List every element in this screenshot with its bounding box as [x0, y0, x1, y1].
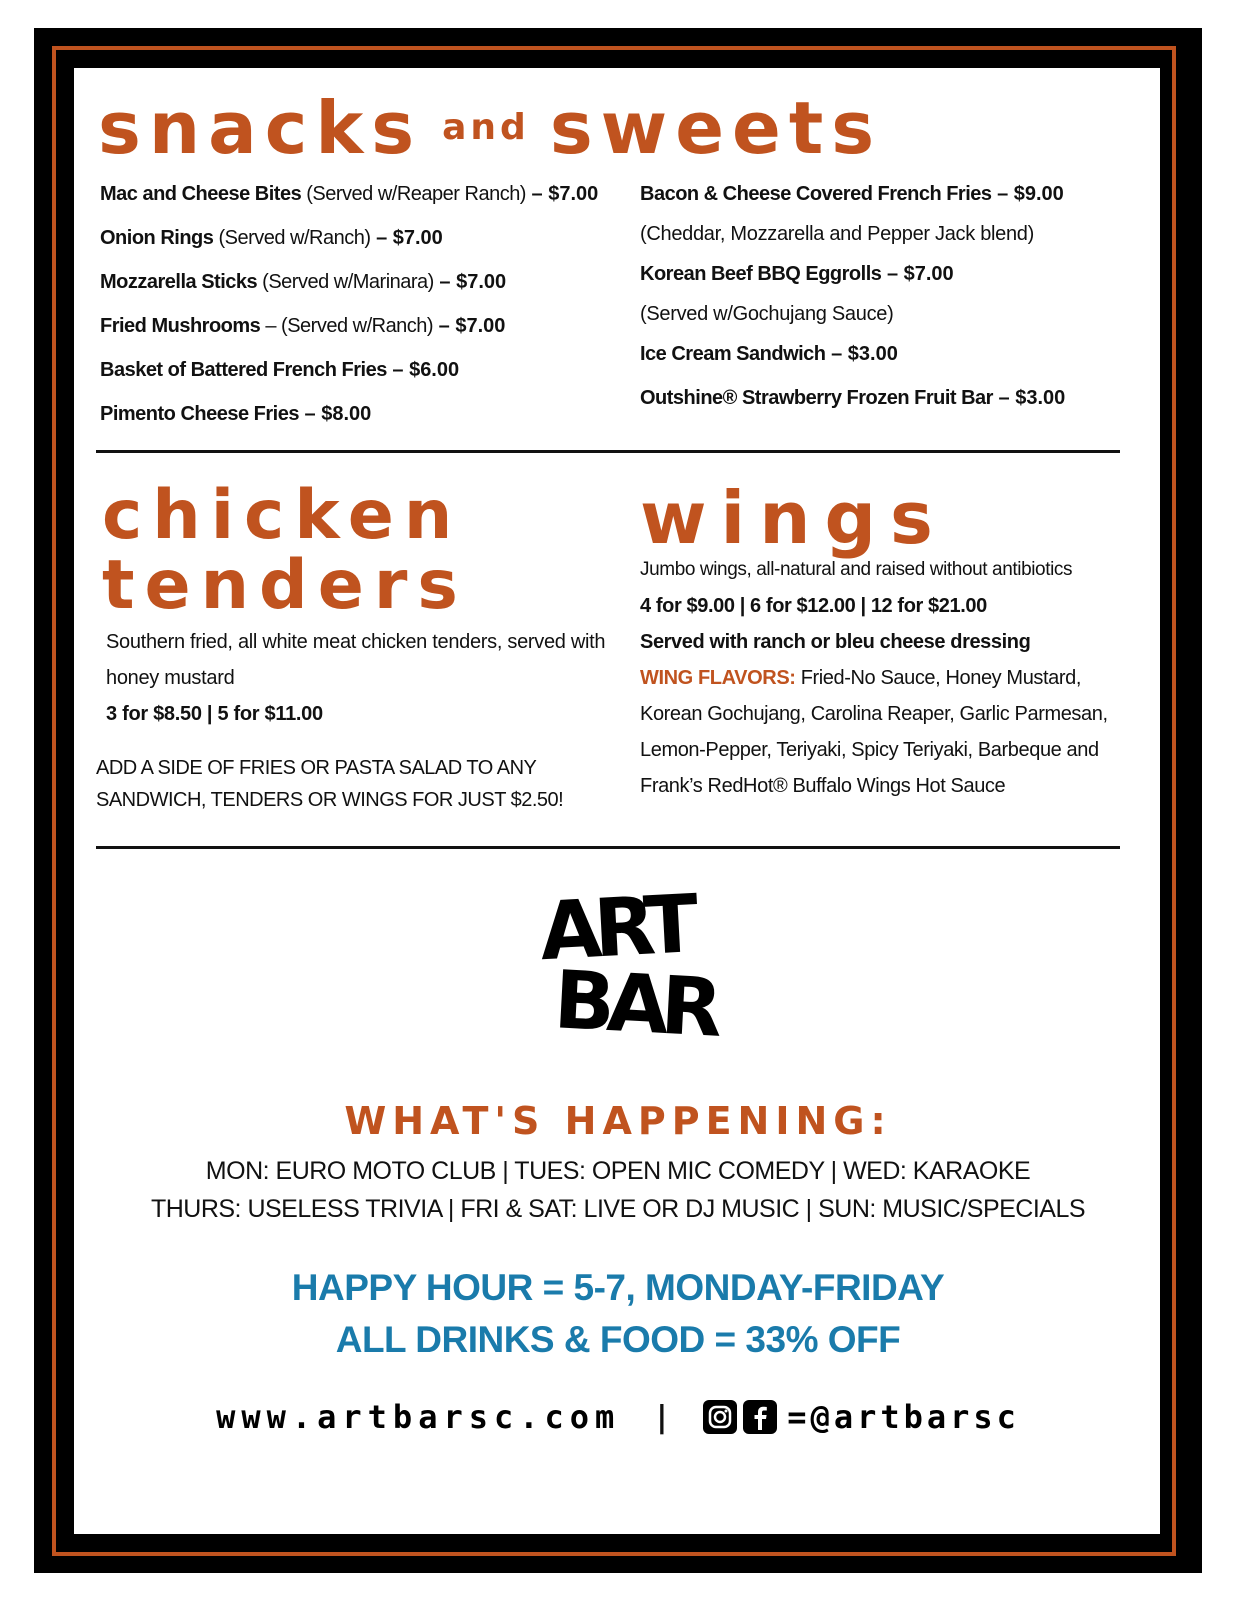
item-note: (Served w/Reaper Ranch)	[301, 183, 526, 205]
website-link[interactable]: www.artbarsc.com	[216, 1398, 621, 1436]
footer	[0, 1395, 1236, 1439]
item-name: Fried Mushrooms	[100, 315, 261, 337]
whats-happening-heading: WHAT'S HAPPENING:	[344, 1099, 892, 1143]
snacks-sweets-heading	[98, 86, 883, 170]
section-divider	[96, 450, 1120, 453]
schedule-line-2: THURS: USELESS TRIVIA | FRI & SAT: LIVE OR DJ MUSIC | SUN: MUSIC/SPECIALS	[150, 1195, 1086, 1223]
snacks-right-list	[640, 172, 1140, 420]
tenders-pricing: 3 for $8.50 | 5 for $11.00	[106, 703, 323, 725]
menu-item	[100, 392, 620, 436]
menu-item	[640, 252, 1140, 296]
item-price: – $8.00	[298, 403, 372, 425]
item-note: – (Served w/Ranch)	[260, 315, 434, 337]
wings-description: Jumbo wings, all-natural and raised without antibiotics	[640, 559, 1073, 580]
logo-line-2: BAR	[551, 953, 717, 1055]
menu-item	[100, 304, 620, 348]
tenders-heading: tenders	[102, 546, 468, 625]
item-name: Outshine® Strawberry Frozen Fruit Bar	[640, 387, 993, 409]
item-price: – $7.00	[370, 227, 443, 249]
snacks-left-list	[100, 172, 620, 436]
menu-item	[640, 376, 1140, 420]
menu-item	[640, 332, 1140, 376]
item-price: – $3.00	[825, 343, 898, 365]
menu-item	[100, 172, 620, 216]
item-price: – $7.00	[433, 315, 506, 337]
social-handle: =@artbarsc	[787, 1398, 1020, 1436]
wings-description-block	[640, 552, 1140, 804]
item-price: – $7.00	[525, 183, 599, 205]
item-price: – $7.00	[433, 271, 507, 293]
item-note: (Served w/Ranch)	[213, 227, 371, 249]
item-subtext: (Served w/Gochujang Sauce)	[640, 303, 894, 325]
item-price: – $3.00	[992, 387, 1066, 409]
item-subtext: (Cheddar, Mozzarella and Pepper Jack blend)	[640, 223, 1034, 245]
wing-flavors-label: WING FLAVORS:	[640, 667, 796, 689]
wings-served-with: Served with ranch or bleu cheese dressing	[640, 631, 1031, 653]
facebook-icon[interactable]	[743, 1400, 777, 1434]
item-price: – $7.00	[881, 263, 954, 285]
tenders-description: Southern fried, all white meat chicken tenders, served with honey mustard	[106, 631, 606, 689]
item-price: – $9.00	[991, 183, 1064, 205]
wing-flavors	[640, 660, 1140, 804]
wing-flavors-list: Fried-No Sauce, Honey Mustard, Korean Gochujang, Carolina Reaper, Garlic Parmesan, Lemon-Pepper, Teriyaki, Spicy Teriyaki, Barbeque and Frank’s RedHot® Buffalo Wings Hot Sauce	[640, 667, 1108, 797]
schedule-line-1: MON: EURO MOTO CLUB | TUES: OPEN MIC COMEDY | WED: KARAOKE	[205, 1157, 1031, 1185]
happy-hour-line-2: ALL DRINKS & FOOD = 33% OFF	[335, 1319, 901, 1360]
item-name: Bacon & Cheese Covered French Fries	[640, 183, 992, 205]
item-name: Basket of Battered French Fries	[100, 359, 387, 381]
section-divider	[96, 846, 1120, 849]
item-name: Pimento Cheese Fries	[100, 403, 299, 425]
item-name: Mac and Cheese Bites	[100, 183, 302, 205]
art-bar-logo	[537, 877, 740, 1068]
weekly-schedule	[0, 1152, 1236, 1228]
add-side-note: ADD A SIDE OF FRIES OR PASTA SALAD TO ANY SANDWICH, TENDERS OR WINGS FOR JUST $2.50!	[96, 757, 564, 811]
menu-item	[100, 216, 620, 260]
item-name: Onion Rings	[100, 227, 214, 249]
happy-hour-block	[0, 1262, 1236, 1366]
heading-sweets: sweets	[549, 86, 883, 170]
item-name: Korean Beef BBQ Eggrolls	[640, 263, 882, 285]
logo-line-1: ART	[537, 877, 693, 979]
item-price: – $6.00	[386, 359, 460, 381]
heading-snacks: snacks	[98, 86, 423, 170]
happy-hour-line-1: HAPPY HOUR = 5-7, MONDAY-FRIDAY	[291, 1267, 945, 1308]
tenders-description-block	[106, 624, 606, 732]
chicken-heading: chicken	[102, 476, 463, 555]
menu-item	[640, 172, 1140, 216]
item-name: Ice Cream Sandwich	[640, 343, 826, 365]
footer-separator: |	[656, 1399, 668, 1435]
instagram-icon[interactable]	[703, 1400, 737, 1434]
item-note: (Served w/Marinara)	[257, 271, 434, 293]
item-name: Mozzarella Sticks	[100, 271, 258, 293]
heading-and: and	[442, 107, 530, 148]
wings-pricing: 4 for $9.00 | 6 for $12.00 | 12 for $21.00	[640, 595, 987, 617]
menu-item	[100, 260, 620, 304]
menu-item	[100, 348, 620, 392]
wings-heading: wings	[640, 476, 947, 560]
